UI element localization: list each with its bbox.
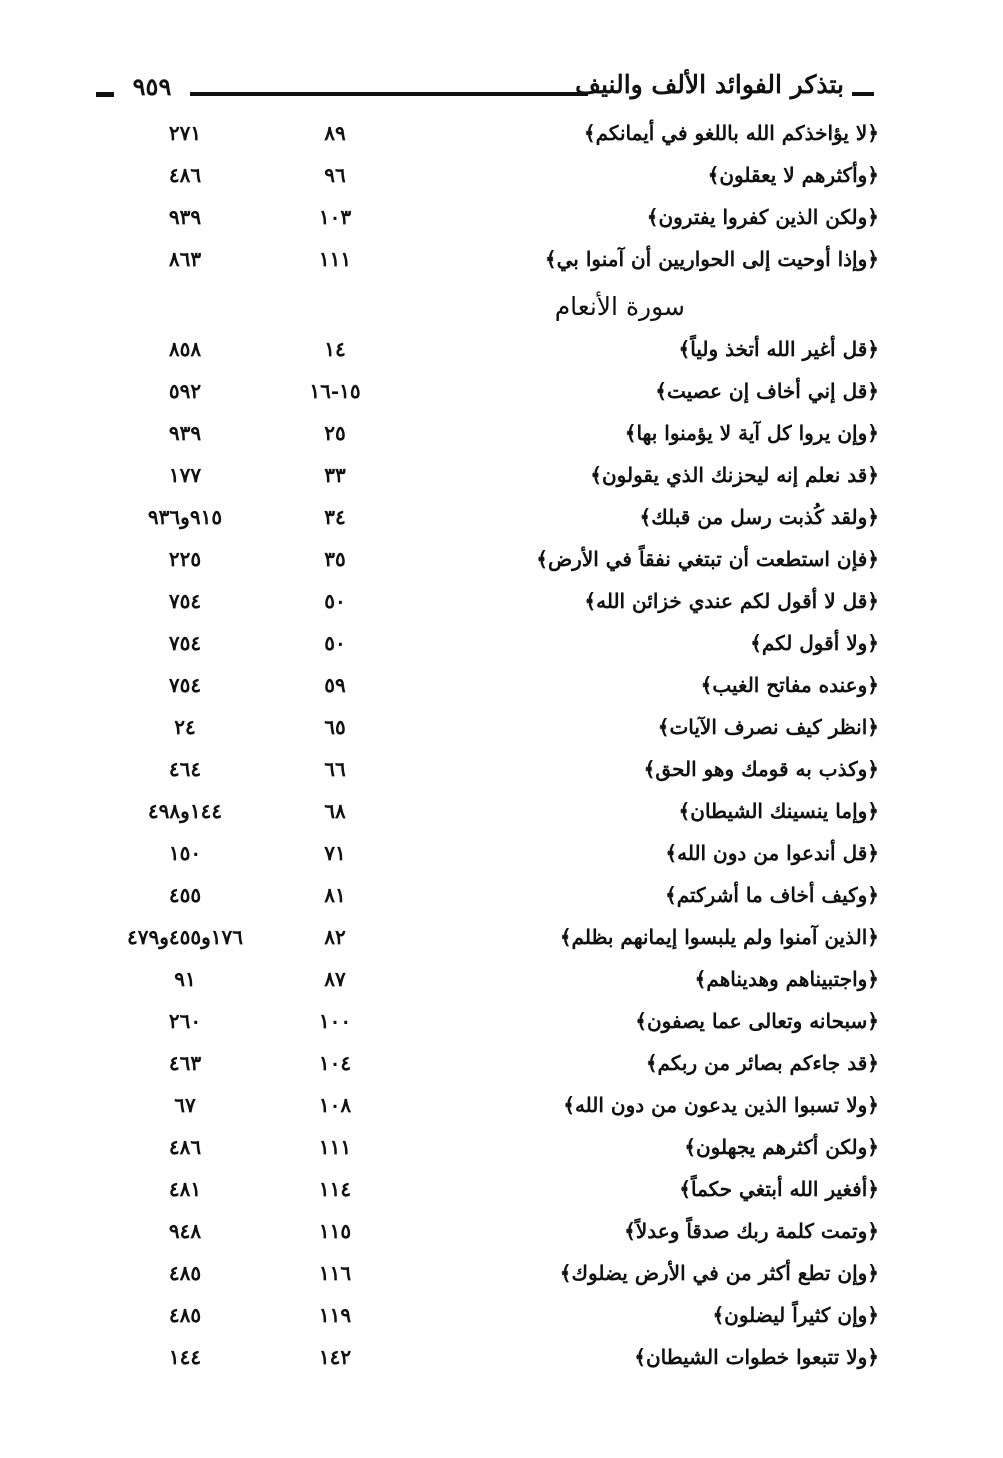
verse-text: ﴿الذين آمنوا ولم يلبسوا إيمانهم بظلم﴾	[559, 925, 879, 949]
page-reference: ٧٥٤	[168, 589, 202, 613]
verse-text: ﴿وكذب به قومك وهو الحق﴾	[643, 757, 879, 781]
verse-text: ﴿ولا تتبعوا خطوات الشيطان﴾	[634, 1345, 879, 1369]
page-reference: ٢٦٠	[168, 1009, 202, 1033]
ayah-number: ٨١	[324, 883, 346, 907]
page-reference: ٧٥٤	[168, 631, 202, 655]
page-reference: ٢٢٥	[168, 547, 202, 571]
ayah-number: ٥٠	[324, 631, 346, 655]
page-reference: ٧٥٤	[168, 673, 202, 697]
ayah-number: ٢٥	[324, 421, 346, 445]
page-reference: ٤٦٤	[168, 757, 202, 781]
index-row	[0, 626, 1003, 668]
verse-text: ﴿وإما ينسينك الشيطان﴾	[678, 799, 879, 823]
page-reference: ٦٧	[174, 1093, 196, 1117]
page-reference: ٤٨٥	[168, 1261, 202, 1285]
surah-title: سورة الأنعام	[554, 292, 685, 321]
page-reference: ٢٧١	[168, 121, 202, 145]
index-row	[0, 374, 1003, 416]
index-row	[0, 1172, 1003, 1214]
ayah-number: ٨٧	[324, 967, 346, 991]
verse-text: ﴿فإن استطعت أن تبتغي نفقاً في الأرض﴾	[536, 547, 879, 571]
page-reference: ٨٦٣	[168, 247, 202, 271]
ayah-number: ١١١	[318, 247, 352, 271]
index-row	[0, 584, 1003, 626]
page-reference: ٤٨٦	[168, 1135, 202, 1159]
index-row	[0, 458, 1003, 500]
index-row	[0, 794, 1003, 836]
page-reference: ٥٩٢	[168, 379, 202, 403]
ayah-number: ٥٠	[324, 589, 346, 613]
verse-text: ﴿وإن تطع أكثر من في الأرض يضلوك﴾	[559, 1261, 879, 1285]
ayah-number: ١٠٣	[318, 205, 352, 229]
index-row	[0, 1130, 1003, 1172]
surah-heading-row	[0, 284, 1003, 332]
page-reference: ٤٨١	[168, 1177, 202, 1201]
index-row	[0, 836, 1003, 878]
verse-text: ﴿وكيف أخاف ما أشركتم﴾	[664, 883, 879, 907]
index-row	[0, 1214, 1003, 1256]
ayah-number: ٨٩	[324, 121, 346, 145]
index-row	[0, 542, 1003, 584]
ayah-number: ٣٤	[324, 505, 346, 529]
page-reference: ٤٨٦	[168, 163, 202, 187]
page-reference: ٩١	[174, 967, 196, 991]
header-dash-right	[852, 92, 874, 96]
running-title: بتذكر الفوائد الألف والنيف	[575, 70, 844, 99]
verse-text: ﴿واجتبيناهم وهديناهم﴾	[694, 967, 879, 991]
index-row	[0, 878, 1003, 920]
entries-group-previous-surah	[0, 116, 1003, 284]
page-reference: ٩٣٩	[168, 421, 202, 445]
page-reference: ٤٨٥	[168, 1303, 202, 1327]
verse-text: ﴿ولا أقول لكم﴾	[750, 631, 879, 655]
verse-text: ﴿انظر كيف نصرف الآيات﴾	[657, 715, 879, 739]
entries-group-al-anam	[0, 332, 1003, 1382]
index-row	[0, 668, 1003, 710]
ayah-number: ١١١	[318, 1135, 352, 1159]
ayah-number: ٦٦	[324, 757, 346, 781]
ayah-number: ١٠٠	[318, 1009, 352, 1033]
ayah-number: ٦٥	[324, 715, 346, 739]
index-row	[0, 200, 1003, 242]
index-row	[0, 752, 1003, 794]
page-reference: ١٥٠	[168, 841, 202, 865]
ayah-number: ١١٤	[318, 1177, 352, 1201]
verse-text: ﴿وأكثرهم لا يعقلون﴾	[707, 163, 879, 187]
ayah-number: ٦٨	[324, 799, 346, 823]
ayah-number: ٩٦	[324, 163, 346, 187]
ayah-number: ٥٩	[324, 673, 346, 697]
verse-text: ﴿ولا تسبوا الذين يدعون من دون الله﴾	[563, 1093, 879, 1117]
verse-text: ﴿وعنده مفاتح الغيب﴾	[700, 673, 879, 697]
index-row	[0, 920, 1003, 962]
index-table	[0, 116, 1003, 1382]
index-row	[0, 1340, 1003, 1382]
ayah-number: ١٥-١٦	[309, 379, 361, 403]
index-row	[0, 158, 1003, 200]
verse-text: ﴿وتمت كلمة ربك صدقاً وعدلاً﴾	[624, 1219, 879, 1243]
page-reference: ١٧٧	[168, 463, 202, 487]
verse-text: ﴿لا يؤاخذكم الله باللغو في أيمانكم﴾	[583, 121, 879, 145]
index-row	[0, 1256, 1003, 1298]
index-row	[0, 1046, 1003, 1088]
index-row	[0, 242, 1003, 284]
verse-text: ﴿أفغير الله أبتغي حكماً﴾	[679, 1177, 879, 1201]
ayah-number: ١٤٢	[318, 1345, 352, 1369]
index-row	[0, 116, 1003, 158]
page-reference: ١٤٤و٤٩٨	[147, 799, 223, 823]
ayah-number: ١٤	[324, 337, 346, 361]
verse-text: ﴿قد جاءكم بصائر من ربكم﴾	[645, 1051, 879, 1075]
ayah-number: ١١٦	[318, 1261, 352, 1285]
ayah-number: ١١٥	[318, 1219, 352, 1243]
verse-text: ﴿قل لا أقول لكم عندي خزائن الله﴾	[584, 589, 879, 613]
page-reference: ٢٤	[174, 715, 196, 739]
verse-text: ﴿ولكن أكثرهم يجهلون﴾	[684, 1135, 879, 1159]
verse-text: ﴿قل إني أخاف إن عصيت﴾	[655, 379, 879, 403]
header-dash-left	[96, 92, 114, 97]
ayah-number: ١٠٤	[318, 1051, 352, 1075]
page-reference: ٩٣٩	[168, 205, 202, 229]
verse-text: ﴿ولقد كُذبت رسل من قبلك﴾	[639, 505, 879, 529]
verse-text: ﴿وإن كثيراً ليضلون﴾	[712, 1303, 879, 1327]
verse-text: ﴿قد نعلم إنه ليحزنك الذي يقولون﴾	[590, 463, 879, 487]
page-reference: ٨٥٨	[168, 337, 202, 361]
ayah-number: ١١٩	[318, 1303, 352, 1327]
index-row	[0, 416, 1003, 458]
index-row	[0, 1004, 1003, 1046]
page-reference: ١٤٤	[168, 1345, 202, 1369]
verse-text: ﴿وإذا أوحيت إلى الحواريين أن آمنوا بي﴾	[544, 247, 879, 271]
verse-text: ﴿قل أغير الله أتخذ ولياً﴾	[678, 337, 879, 361]
page-reference: ٤٥٥	[168, 883, 202, 907]
index-row	[0, 500, 1003, 542]
verse-text: ﴿ولكن الذين كفروا يفترون﴾	[646, 205, 879, 229]
page-reference: ٩٤٨	[168, 1219, 202, 1243]
page-reference: ١٧٦و٤٥٥و٤٧٩	[126, 925, 244, 949]
ayah-number: ٧١	[324, 841, 346, 865]
ayah-number: ٣٣	[324, 463, 346, 487]
ayah-number: ٣٥	[324, 547, 346, 571]
running-header	[0, 66, 1003, 116]
header-rule	[190, 92, 588, 96]
ayah-number: ٨٢	[324, 925, 346, 949]
index-row	[0, 710, 1003, 752]
index-row	[0, 1088, 1003, 1130]
index-row	[0, 1298, 1003, 1340]
verse-text: ﴿سبحانه وتعالى عما يصفون﴾	[635, 1009, 879, 1033]
page-reference: ٤٦٣	[168, 1051, 202, 1075]
page-number: ٩٥٩	[132, 72, 172, 101]
index-row	[0, 332, 1003, 374]
index-row	[0, 962, 1003, 1004]
page-reference: ٩١٥و٩٣٦	[147, 505, 223, 529]
ayah-number: ١٠٨	[318, 1093, 352, 1117]
verse-text: ﴿قل أندعوا من دون الله﴾	[665, 841, 879, 865]
verse-text: ﴿وإن يروا كل آية لا يؤمنوا بها﴾	[624, 421, 879, 445]
